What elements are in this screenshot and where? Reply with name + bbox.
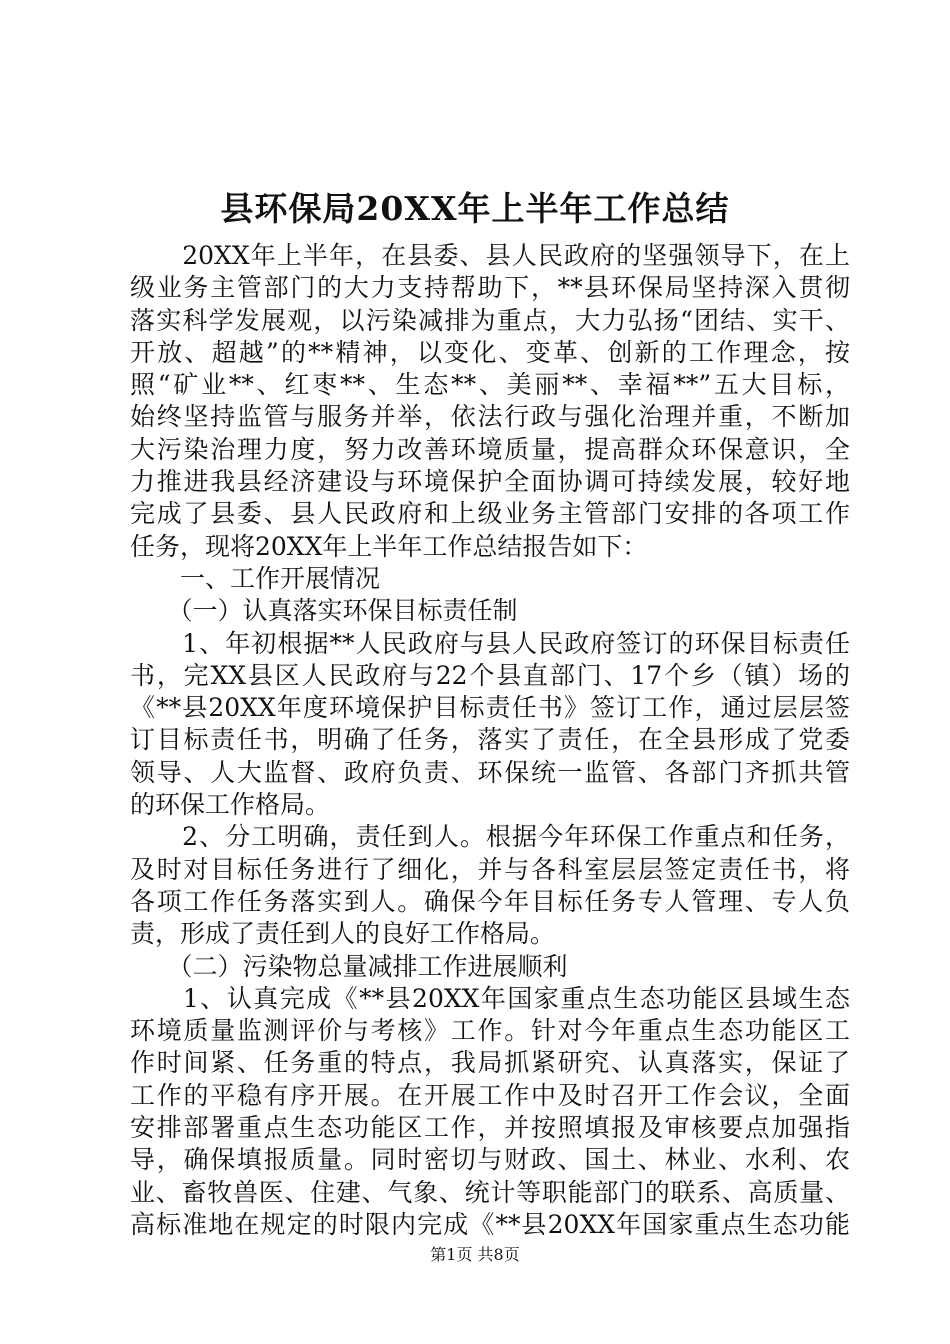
text-line: 导，确保填报质量。同时密切与财政、国土、林业、水利、农 bbox=[130, 1145, 850, 1175]
text-line: 1、认真完成《**县20XX年国家重点生态功能区县域生态 bbox=[130, 983, 850, 1013]
text-line: 照“矿业**、红枣**、生态**、美丽**、幸福**”五大目标， bbox=[130, 370, 850, 400]
text-line: 安排部署重点生态功能区工作，并按照填报及审核要点加强指 bbox=[130, 1113, 850, 1143]
document-body bbox=[130, 240, 850, 1241]
text-line: 工作的平稳有序开展。在开展工作中及时召开工作会议，全面 bbox=[130, 1080, 850, 1110]
text-line: 订目标责任书，明确了任务，落实了责任，在全县形成了党委 bbox=[130, 725, 850, 755]
text-line: 级业务主管部门的大力支持帮助下，**县环保局坚持深入贯彻 bbox=[130, 273, 850, 303]
text-line: 一、工作开展情况 bbox=[130, 563, 381, 593]
text-line: 始终坚持监管与服务并举，依法行政与强化治理并重，不断加 bbox=[130, 402, 850, 432]
text-line: 的环保工作格局。 bbox=[130, 790, 331, 820]
text-line: 20XX年上半年，在县委、县人民政府的坚强领导下，在上 bbox=[130, 241, 850, 270]
text-line: 开放、超越”的**精神，以变化、变革、创新的工作理念，按 bbox=[130, 337, 850, 367]
text-line: 及时对目标任务进行了细化，并与各科室层层签定责任书，将 bbox=[130, 854, 850, 884]
text-line: 2、分工明确，责任到人。根据今年环保工作重点和任务， bbox=[130, 822, 850, 852]
page-number-footer: 第1页 共8页 bbox=[430, 1245, 520, 1264]
text-line: 落实科学发展观，以污染减排为重点，大力弘扬“团结、实干、 bbox=[130, 305, 850, 335]
text-line: （一）认真落实环保目标责任制 bbox=[130, 596, 518, 626]
text-line: 1、年初根据**人民政府与县人民政府签订的环保目标责任 bbox=[130, 628, 850, 658]
text-line: 环境质量监测评价与考核》工作。针对今年重点生态功能区工 bbox=[130, 1016, 850, 1046]
text-line: 领导、人大监督、政府负责、环保统一监管、各部门齐抓共管 bbox=[130, 757, 850, 787]
text-line: 任务，现将20XX年上半年工作总结报告如下： bbox=[130, 531, 648, 561]
text-line: 书，完XX县区人民政府与22个县直部门、17个乡（镇）场的 bbox=[130, 660, 850, 690]
text-line: 高标准地在规定的时限内完成《**县20XX年国家重点生态功能 bbox=[130, 1209, 850, 1239]
text-line: 作时间紧、任务重的特点，我局抓紧研究、认真落实，保证了 bbox=[130, 1048, 850, 1078]
text-line: 各项工作任务落实到人。确保今年目标任务专人管理、专人负 bbox=[130, 886, 850, 916]
document-title: 县环保局20XX年上半年工作总结 bbox=[220, 189, 730, 228]
text-line: 业、畜牧兽医、住建、气象、统计等职能部门的联系、高质量、 bbox=[130, 1177, 850, 1207]
text-line: 力推进我县经济建设与环境保护全面协调可持续发展，较好地 bbox=[130, 467, 850, 497]
text-line: 《**县20XX年度环境保护目标责任书》签订工作，通过层层签 bbox=[130, 693, 850, 723]
text-line: 完成了县委、县人民政府和上级业务主管部门安排的各项工作 bbox=[130, 499, 850, 529]
text-line: 大污染治理力度，努力改善环境质量，提高群众环保意识，全 bbox=[130, 434, 850, 464]
text-line: 责，形成了责任到人的良好工作格局。 bbox=[130, 919, 556, 949]
text-line: （二）污染物总量减排工作进展顺利 bbox=[130, 951, 568, 981]
